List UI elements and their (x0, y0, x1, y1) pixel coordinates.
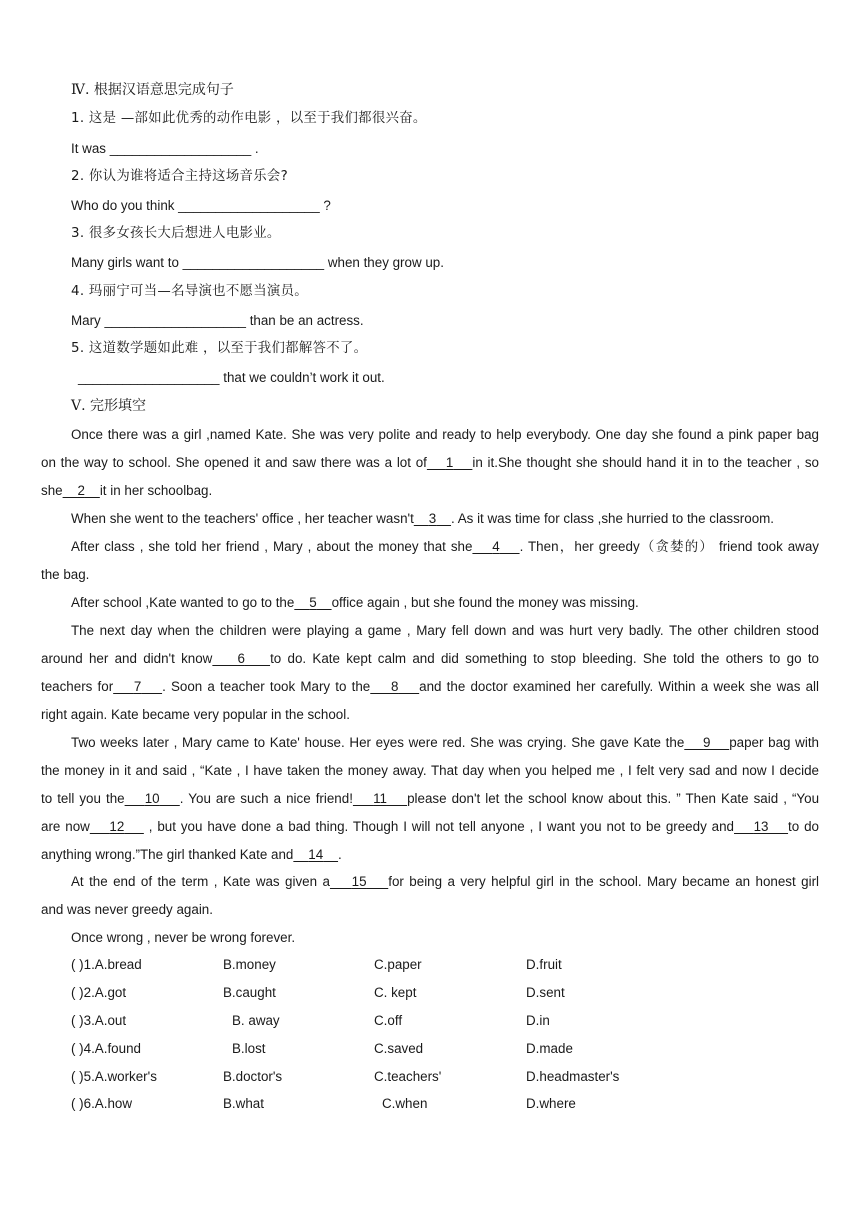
option-b: B. away (232, 1013, 280, 1028)
item-4-chinese: 4. 玛丽宁可当—名导演也不愿当演员。 (71, 284, 308, 299)
question-number: ( )2.A.got (71, 985, 127, 1000)
blank-12: 12 (109, 819, 125, 834)
blank-11: 11 (373, 791, 387, 806)
passage-line: the bag. (41, 567, 90, 582)
item-2-chinese: 2. 你认为谁将适合主持这场音乐会? (71, 169, 289, 184)
passage-line: After school ,Kate wanted to go to the 5 office again , but she found the money was missing. (71, 595, 639, 610)
item-5-english: ___________________ that we couldn’t work it out. (78, 370, 385, 385)
blank-9: 9 (703, 735, 711, 750)
passage-line: anything wrong.”The girl thanked Kate and 14 . (41, 847, 342, 862)
blank-6: 6 (237, 651, 245, 666)
option-b: B.doctor's (223, 1069, 283, 1084)
passage-line: she 2 it in her schoolbag. (41, 483, 213, 498)
passage-line: Once there was a girl ,named Kate. She was very polite and ready to help everybody. One day she found a pink paper bag (71, 427, 819, 442)
option-c: C.saved (374, 1041, 424, 1056)
item-4-english: Mary ___________________ than be an actress. (71, 313, 364, 328)
blank-3: 3 (428, 511, 437, 526)
blank-7: 7 (133, 679, 142, 694)
passage-line: around her and didn't know 6 to do. Kate kept calm and did something to stop bleeding. She told the others to go to (41, 651, 819, 666)
passage-line: the money in it and said , “Kate , I have taken the money away. That day when you helped me , I felt very sad and now I decide (41, 763, 819, 778)
blank-4: 4 (492, 539, 500, 554)
option-d: D.where (526, 1096, 576, 1111)
passage-line: and was never greedy again. (41, 902, 213, 917)
question-number: ( )5.A.worker's (71, 1069, 157, 1084)
item-1-english: It was ___________________ . (71, 141, 259, 156)
option-d: D.sent (526, 985, 565, 1000)
passage-line: At the end of the term , Kate was given a 15 for being a very helpful girl in the school. Mary became an honest girl (71, 874, 820, 889)
option-b: B.money (223, 957, 276, 972)
option-d: D.headmaster's (526, 1069, 620, 1084)
blank-14: 14 (308, 847, 324, 862)
blank-5: 5 (309, 595, 317, 610)
blank-15: 15 (351, 874, 367, 889)
passage-line: on the way to school. She opened it and saw there was a lot of 1 in it.She thought she should hand it in to the teacher , so (41, 455, 819, 470)
question-number: ( )4.A.found (71, 1041, 141, 1056)
blank-10: 10 (144, 791, 160, 806)
option-c: C.paper (374, 957, 422, 972)
section-4-heading: Ⅳ. 根据汉语意思完成句子 (71, 82, 234, 98)
item-3-english: Many girls want to ___________________ when they grow up. (71, 255, 444, 270)
blank-8: 8 (390, 679, 399, 694)
blank-2: 2 (77, 483, 85, 498)
option-c: C.when (382, 1096, 428, 1111)
blank-1: 1 (445, 455, 454, 470)
passage-line: to tell you the 10 . You are such a nice friend! 11 please don't let the school know about this. ” Then Kate said , “You (41, 791, 820, 806)
passage-line: are now 12 , but you have done a bad thing. Though I will not tell anyone , I want you not to be greedy and 13 to do (41, 819, 819, 834)
option-d: D.made (526, 1041, 573, 1056)
passage-line: teachers for 7 . Soon a teacher took Mary to the 8 and the doctor examined her carefully. Within a week she was all (41, 679, 819, 694)
item-1-chinese: 1. 这是 —部如此优秀的动作电影 ，以至于我们都很兴奋。 (71, 111, 427, 126)
passage-line: After class , she told her friend , Mary , about the money that she 4 . Then，her greedy（贪婪的） friend took away (71, 539, 819, 554)
passage-line: When she went to the teachers' office , her teacher wasn't 3 . As it was time for class ,she hurried to the classroom. (71, 511, 775, 526)
question-number: ( )1.A.bread (71, 957, 142, 972)
passage-line: Once wrong , never be wrong forever. (71, 930, 296, 945)
item-5-chinese: 5. 这道数学题如此难 ，以至于我们都解答不了。 (71, 341, 368, 356)
passage-line: Two weeks later , Mary came to Kate' house. Her eyes were red. She was crying. She gave Kate the 9 paper bag with (71, 735, 819, 750)
question-number: ( )3.A.out (71, 1013, 127, 1028)
option-c: C.teachers' (374, 1069, 442, 1084)
blank-13: 13 (753, 819, 769, 834)
option-b: B.caught (223, 985, 276, 1000)
item-3-chinese: 3. 很多女孩长大后想进人电影业。 (71, 226, 281, 241)
option-c: C. kept (374, 985, 417, 1000)
item-2-english: Who do you think ___________________ ? (71, 198, 331, 213)
option-d: D.in (526, 1013, 550, 1028)
passage-line: The next day when the children were playing a game , Mary fell down and was hurt very badly. The other children stood (71, 623, 819, 638)
option-c: C.off (374, 1013, 403, 1028)
option-d: D.fruit (526, 957, 562, 972)
passage-line: right again. Kate became very popular in the school. (41, 707, 350, 722)
question-number: ( )6.A.how (71, 1096, 133, 1111)
section-5-heading: Ⅴ. 完形填空 (71, 398, 147, 414)
option-b: B.what (223, 1096, 264, 1111)
option-b: B.lost (232, 1041, 266, 1056)
